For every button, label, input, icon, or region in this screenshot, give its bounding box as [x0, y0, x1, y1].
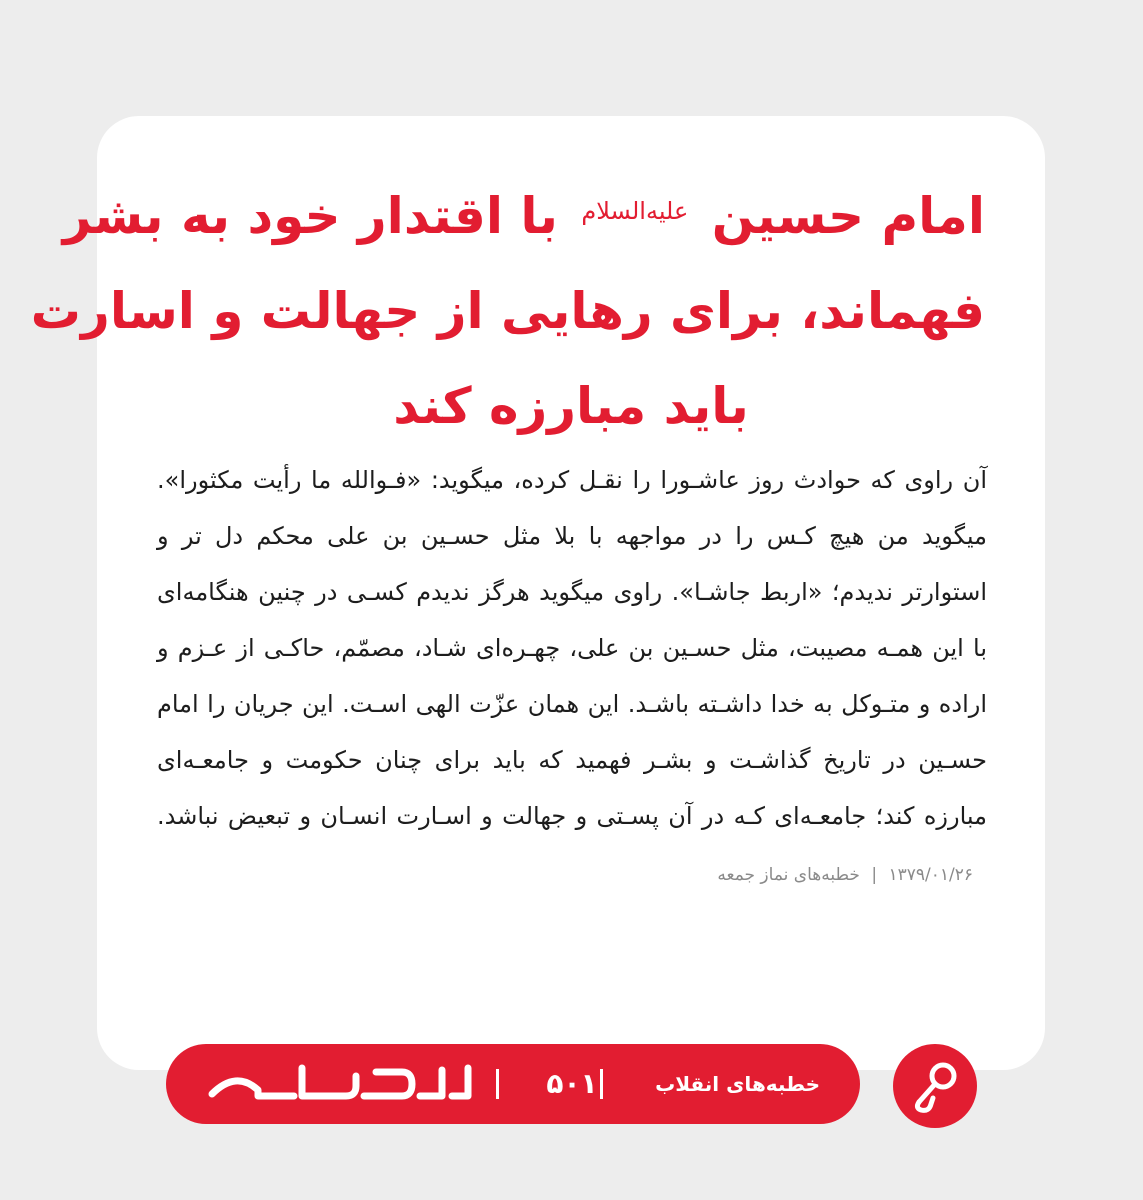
khate-hezbollah-logo [206, 1060, 476, 1112]
source-name: خطبه‌های نماز جمعه [717, 865, 860, 885]
headline [30, 164, 985, 454]
issue-number: ۵۰۱ [546, 1067, 598, 1100]
honorific-calligraphy: علیه‌السلام [581, 197, 689, 225]
headline-line-1-start: امام حسین [711, 187, 985, 245]
microphone-icon [893, 1044, 977, 1128]
footer-bar [166, 1044, 860, 1124]
body-text: آن راوی که حوادث روز عاشـورا را نقـل کرده، میگوید: «فـوالله ما رأیت مکثورا». میگوید من هیچ کـس را در مواجهه با بلا مثل حسـین بن علی محکم‌ دل‌ تر و استوارتر ندیدم؛ «اربط جاشـا». راوی میگوید هرگز ندیدم کسـی در چنین هنگامه‌ای با این همـه مصیبت، مثل حسـین بن‌ علی، چهـره‌ای شـاد، مصمّم، حاکـی از عـزم و اراده و متـوکل به خدا داشـته باشـد. این همان عزّت الهی اسـت. این جریان را امام حسـین در تاریخ گذاشـت و بشـر فهمید که باید برای چنان حکومت و جامعـه‌ای مبارزه کند؛ جامعـه‌ای کـه در آن پسـتی و جهالت و اسـارت انسـان و تبعیض نباشد. [157, 466, 987, 830]
headline-line-3: باید مبارزه کند [393, 377, 749, 435]
microphone-badge [893, 1044, 977, 1128]
source-separator: | [871, 865, 878, 885]
footer-divider-left [496, 1069, 499, 1099]
headline-line-1 [62, 164, 985, 264]
headline-line-1-end: با اقتدار خود به بشر [62, 187, 558, 245]
source-meta [717, 865, 973, 885]
series-title: خطبه‌های انقلاب [655, 1072, 820, 1096]
headline-line-2: فهماند، برای رهایی از جهالت و اسارت [30, 282, 985, 340]
brand-logo-mark [206, 1060, 476, 1108]
source-date: ۱۳۷۹/۰۱/۲۶ [888, 865, 973, 885]
content-card [30, 116, 1045, 1070]
body-paragraph [157, 452, 987, 903]
